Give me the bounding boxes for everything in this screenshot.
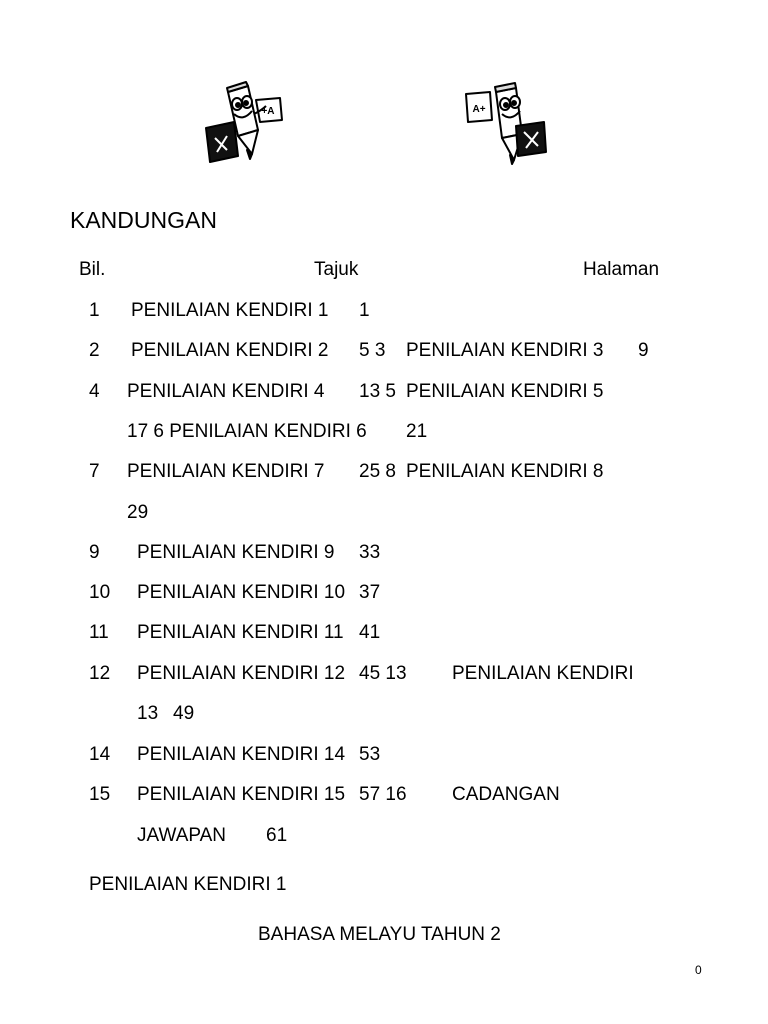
svg-text:+A: +A <box>261 106 275 117</box>
toc-title: PENILAIAN KENDIRI 5 <box>406 381 604 402</box>
toc-number: 1 <box>89 300 100 321</box>
toc-number: 9 <box>89 542 100 563</box>
page-title: KANDUNGAN <box>70 207 217 233</box>
toc-page: 1 <box>359 300 370 321</box>
pencil-mascot-image <box>460 80 550 170</box>
toc-page: 61 <box>266 825 288 846</box>
toc-page: 13 5 <box>359 381 396 402</box>
toc-number: 15 <box>89 784 111 805</box>
toc-title: JAWAPAN <box>137 825 227 846</box>
toc-number: 13 <box>137 703 159 724</box>
toc-number: 14 <box>89 744 111 765</box>
toc-page: 49 <box>173 703 195 724</box>
toc-page: 21 <box>406 421 428 442</box>
toc-number: 10 <box>89 582 111 603</box>
toc-title: PENILAIAN KENDIRI 7 <box>127 461 325 482</box>
toc-title: PENILAIAN KENDIRI 8 <box>406 461 604 482</box>
toc-page: 57 16 <box>359 784 407 805</box>
header-tajuk: Tajuk <box>314 259 359 280</box>
section-heading: PENILAIAN KENDIRI 1 <box>89 874 287 895</box>
toc-title: PENILAIAN KENDIRI 2 <box>131 340 329 361</box>
toc-title: CADANGAN <box>452 784 560 805</box>
header-halaman: Halaman <box>583 259 660 280</box>
toc-title: PENILAIAN KENDIRI 15 <box>137 784 346 805</box>
toc-number: 7 <box>89 461 100 482</box>
toc-title: PENILAIAN KENDIRI 10 <box>137 582 346 603</box>
toc-number: 2 <box>89 340 100 361</box>
toc-page: 45 13 <box>359 663 407 684</box>
toc-page: 37 <box>359 582 381 603</box>
toc-title: PENILAIAN KENDIRI 14 <box>137 744 346 765</box>
subject-title: BAHASA MELAYU TAHUN 2 <box>258 924 501 945</box>
toc-title: PENILAIAN KENDIRI 9 <box>137 542 335 563</box>
toc-number: 11 <box>89 622 109 643</box>
toc-page: 33 <box>359 542 381 563</box>
toc-title: PENILAIAN KENDIRI 1 <box>131 300 329 321</box>
toc-page: 25 8 <box>359 461 396 482</box>
header-bil: Bil. <box>79 259 106 280</box>
pencil-mascot-image <box>200 80 290 170</box>
toc-page: 53 <box>359 744 381 765</box>
svg-text:A+: A+ <box>472 104 486 115</box>
toc-title: PENILAIAN KENDIRI <box>452 663 634 684</box>
page-number: 0 <box>695 963 702 977</box>
toc-title: PENILAIAN KENDIRI 3 <box>406 340 604 361</box>
toc-page: 9 <box>638 340 649 361</box>
toc-title: 17 6 PENILAIAN KENDIRI 6 <box>127 421 367 442</box>
toc-title: PENILAIAN KENDIRI 4 <box>127 381 325 402</box>
toc-number: 4 <box>89 381 100 402</box>
toc-page: 5 3 <box>359 340 386 361</box>
toc-page: 29 <box>127 502 149 523</box>
toc-page: 41 <box>359 622 381 643</box>
toc-title: PENILAIAN KENDIRI 11 <box>137 622 344 643</box>
toc-number: 12 <box>89 663 111 684</box>
toc-title: PENILAIAN KENDIRI 12 <box>137 663 346 684</box>
